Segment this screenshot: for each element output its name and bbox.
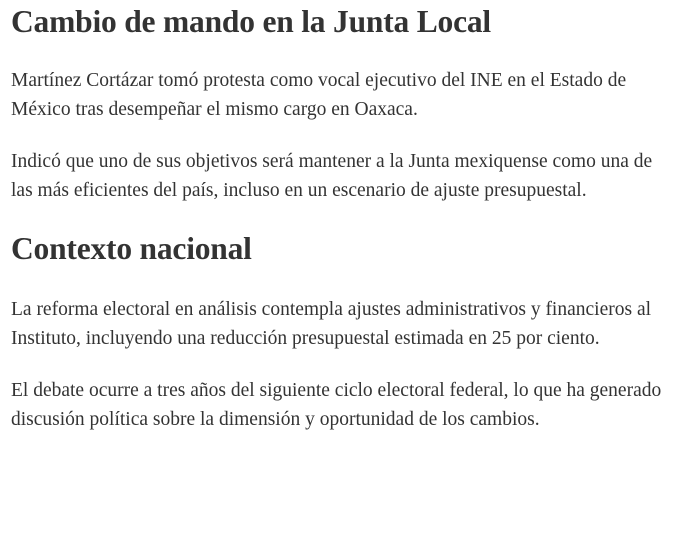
section-heading-contexto-nacional: Contexto nacional: [11, 231, 252, 266]
paragraph-reforma-electoral: La reforma electoral en análisis contempla ajustes administrativos y financieros al Instituto, incluyendo una reducción presupuestal estimada en 25 por ciento.: [11, 299, 652, 349]
paragraph-toma-protesta: Martínez Cortázar tomó protesta como vocal ejecutivo del INE en el Estado de México tras desempeñar el mismo cargo en Oaxaca.: [11, 70, 627, 120]
paragraph-objetivos: Indicó que uno de sus objetivos será mantener a la Junta mexiquense como una de las más eficientes del país, incluso en un escenario de ajuste presupuestal.: [11, 151, 653, 201]
paragraph-debate: El debate ocurre a tres años del siguiente ciclo electoral federal, lo que ha generado discusión política sobre la dimensión y oportunidad de los cambios.: [11, 380, 662, 430]
section-heading-cambio-de-mando: Cambio de mando en la Junta Local: [11, 4, 491, 39]
